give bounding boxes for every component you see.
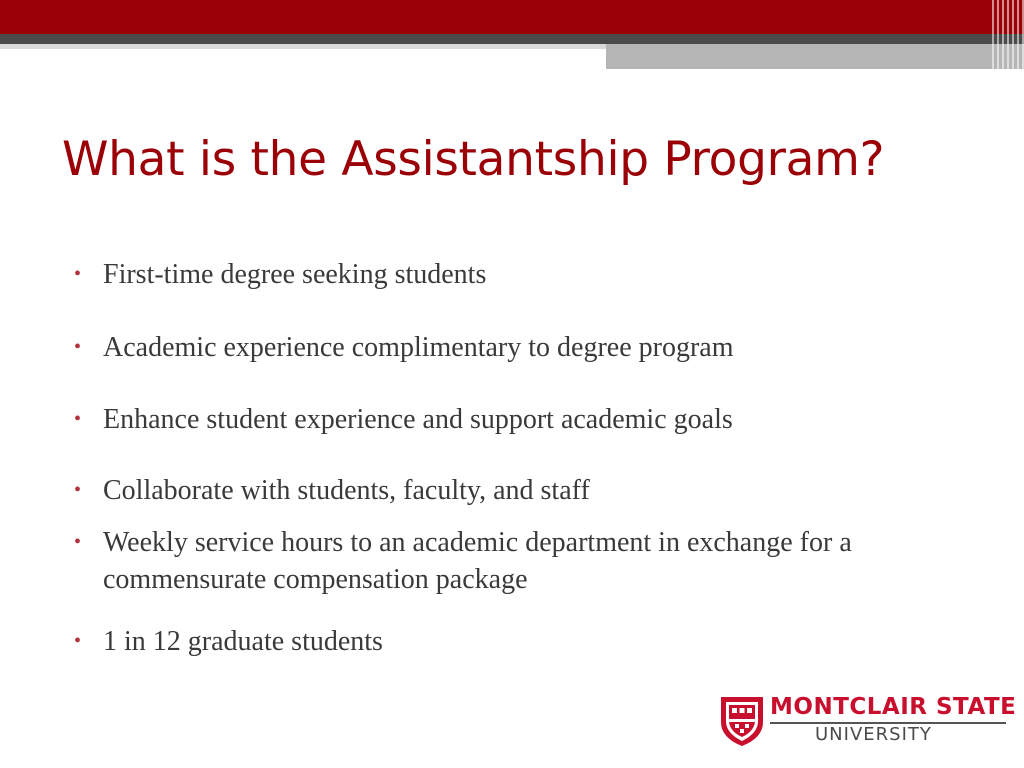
header-red-bar [0,0,1024,34]
bullet-dot-icon: • [74,263,82,285]
bullet-item [74,401,974,438]
bullet-dot-icon: • [74,479,82,501]
bullet-item [74,256,974,293]
bullet-item [74,623,974,660]
bullet-text: Enhance student experience and support academic goals [103,404,733,435]
bullet-dot-icon: • [74,630,82,652]
bullet-item [74,524,974,598]
bullet-text: First-time degree seeking students [103,259,487,290]
bullet-item [74,472,974,509]
header-corner-stripes [992,0,1024,69]
logo-wordmark-line1: MONTCLAIR STATE [770,694,1017,720]
bullet-text: Weekly service hours to an academic department in exchange for a commensurate compensation package [103,527,852,595]
university-shield-icon [720,696,764,746]
bullet-text: 1 in 12 graduate students [103,626,383,657]
university-logo [720,694,1017,750]
slide-title: What is the Assistantship Program? [62,132,885,187]
logo-wordmark-line2: UNIVERSITY [815,724,932,745]
header-dark-bar [0,34,1024,44]
header-gray-bar [606,44,1024,69]
bullet-dot-icon: • [74,336,82,358]
bullet-dot-icon: • [74,531,82,553]
bullet-text: Collaborate with students, faculty, and staff [103,475,590,506]
header-light-bar [0,44,606,49]
bullet-text: Academic experience complimentary to degree program [103,332,734,363]
bullet-item [74,329,974,366]
bullet-dot-icon: • [74,408,82,430]
